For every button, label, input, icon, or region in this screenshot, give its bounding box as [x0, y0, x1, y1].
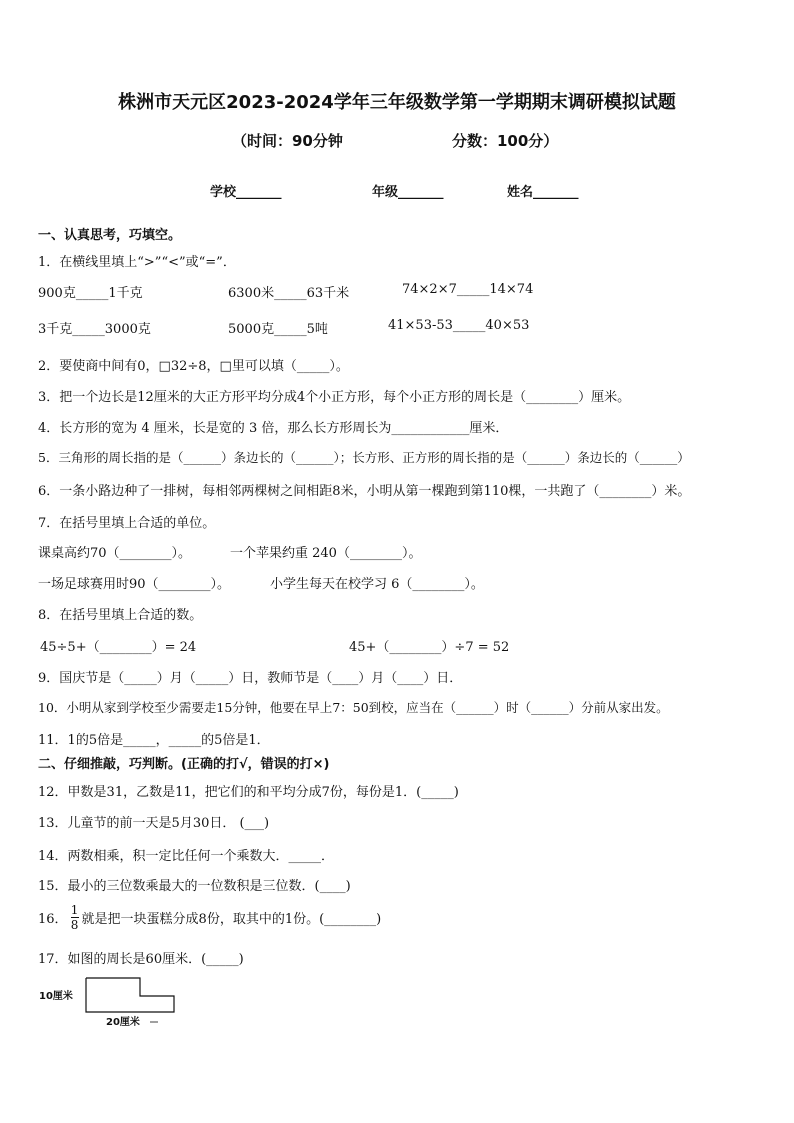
- q16-text: 就是把一块蛋糕分成8份，取其中的1份。(________): [81, 912, 382, 927]
- q1-item: 900克_____1千克: [38, 286, 143, 301]
- question-10: 10．小明从家到学校至少需要走15分钟，他要在早上7：50到校，应当在（______）时（______）分前从家出发。: [38, 700, 669, 715]
- question-1: 1．在横线里填上“>”“<”或“=”．: [38, 255, 236, 270]
- name-field: 姓名_______: [507, 185, 579, 200]
- question-7b: 一个苹果约重 240（________）。: [230, 546, 422, 561]
- fraction-denominator: 8: [70, 918, 79, 932]
- q1-item: 6300米_____63千米: [228, 286, 350, 301]
- question-7d: 小学生每天在校学习 6（________）。: [270, 577, 484, 592]
- section-2-heading: 二、仔细推敲，巧判断。(正确的打√，错误的打×): [38, 757, 330, 772]
- perimeter-figure: [36, 974, 176, 1030]
- question-12: 12．甲数是31，乙数是11，把它们的和平均分成7份，每份是1．(_____): [38, 785, 459, 800]
- question-4: 4．长方形的宽为 4 厘米，长是宽的 3 倍，那么长方形周长为____________厘米．: [38, 421, 509, 436]
- q1-item: 5000克_____5吨: [228, 322, 328, 337]
- q1-item: 41×53-53_____40×53: [388, 318, 530, 333]
- grade-field: 年级_______: [372, 185, 444, 200]
- question-16: [38, 903, 381, 932]
- figure-bottom-label: 20厘米: [106, 1017, 140, 1028]
- page-title: 株洲市天元区2023-2024学年三年级数学第一学期期末调研模拟试题: [118, 92, 676, 113]
- question-8b: 45+（________）÷7 = 52: [349, 640, 510, 655]
- q16-number: 16．: [38, 912, 68, 927]
- fraction-numerator: 1: [70, 903, 79, 917]
- question-2: 2．要使商中间有0，□32÷8，□里可以填（_____）。: [38, 359, 349, 374]
- question-5: 5．三角形的周长指的是（______）条边长的（______）；长方形、正方形的周长指的是（______）条边长的（______）: [38, 450, 690, 465]
- question-13: 13．儿童节的前一天是5月30日． (___): [38, 816, 270, 831]
- question-11: 11．1的5倍是_____，_____的5倍是1．: [38, 733, 270, 748]
- question-7c: 一场足球赛用时90（________）。: [38, 577, 231, 592]
- question-8: 8．在括号里填上合适的数。: [38, 608, 203, 623]
- question-8a: 45÷5+（________）= 24: [40, 640, 197, 655]
- figure-left-label: 10厘米: [39, 991, 73, 1002]
- section-1-heading: 一、认真思考，巧填空。: [38, 228, 182, 243]
- q1-item: 3千克_____3000克: [38, 322, 151, 337]
- question-9: 9．国庆节是（_____）月（_____）日，教师节是（____）月（____）日．: [38, 671, 463, 686]
- exam-score: 分数：100分）: [452, 132, 559, 150]
- question-6: 6．一条小路边种了一排树，每相邻两棵树之间相距8米，小明从第一棵跑到第110棵，一共跑了（________）米。: [38, 484, 691, 499]
- question-14: 14．两数相乘，积一定比任何一个乘数大．_____．: [38, 849, 335, 864]
- school-field: 学校_______: [210, 185, 282, 200]
- figure-outline: [86, 978, 174, 1012]
- question-17: 17．如图的周长是60厘米．(_____): [38, 952, 244, 967]
- question-7: 7．在括号里填上合适的单位。: [38, 516, 216, 531]
- question-3: 3．把一个边长是12厘米的大正方形平均分成4个小正方形，每个小正方形的周长是（________）厘米。: [38, 390, 631, 405]
- exam-time: （时间：90分钟: [232, 132, 343, 150]
- fraction-one-eighth: [71, 903, 79, 932]
- q1-item: 74×2×7_____14×74: [402, 282, 534, 297]
- question-7a: 课桌高约70（________）。: [38, 546, 192, 561]
- question-15: 15．最小的三位数乘最大的一位数积是三位数．(____): [38, 879, 351, 894]
